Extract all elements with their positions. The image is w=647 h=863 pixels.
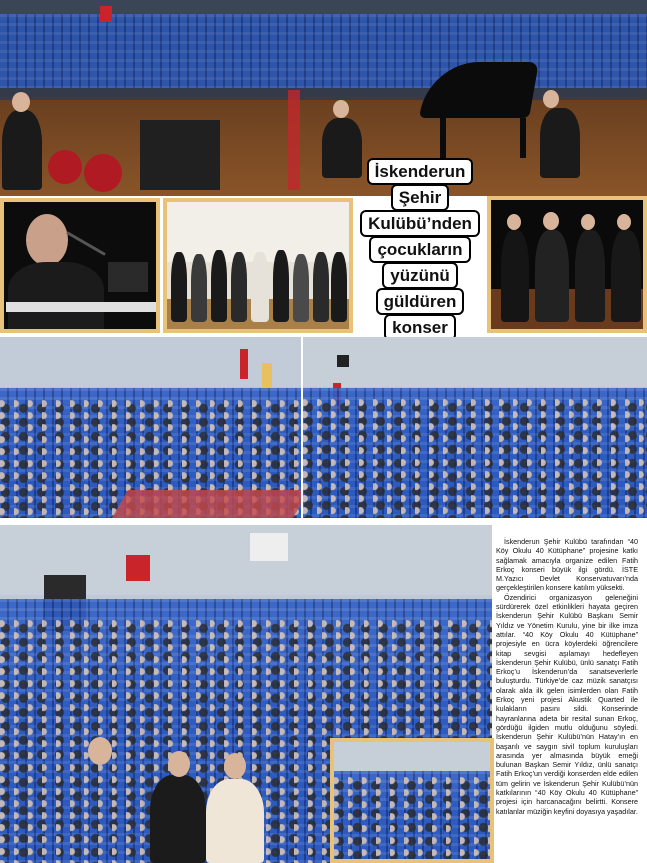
headline-line-1: İskenderun — [369, 160, 472, 183]
group-photo — [163, 198, 353, 333]
audience-right-photo — [303, 337, 647, 518]
audience-left-photo — [0, 337, 301, 518]
headline — [357, 160, 483, 360]
performers-bow-photo — [487, 196, 647, 333]
headline-line-4: çocukların — [371, 238, 468, 261]
headline-line-5: yüzünü — [384, 264, 456, 287]
stage-concert-photo — [0, 0, 647, 196]
headline-line-7: konser — [386, 316, 454, 339]
headline-line-2: Şehir — [393, 186, 448, 209]
audience-inset-photo — [330, 738, 494, 863]
article-paragraph-1: İskenderun Şehir Kulübü tarafından “40 Köy Okulu 40 Kütüphane” projesine katkı sağlamak amacıyla organize edilen Fatih Erkoç konseri büyük ilgi gördü. İSTE M.Yazıcı Devlet Konservatuvarı’nda gerçekleştirilen konsere katılım yüksekti. — [496, 537, 638, 593]
headline-line-6: güldüren — [378, 290, 463, 313]
pianist-singer-photo — [0, 198, 160, 333]
article-paragraph-2: Özendirici organizasyon geleneğini sürdürerek özel etkinlikleri hayata geçiren İskenderun Şehir Kulübü Başkanı Semir Yıldız ve Yönetim Kurulu, yine bir ilke imza attılar. “40 Köy Okulu 40 Kütüphane” projesiyle en ücra köylerdeki öğrencilere kitap sevgisi aşılamayı hedefleyen İskenderun Şehir Kulübü, ünlü sanatçı Fatih Erkoç’u İskenderun’da sanatseverlerle buluşturdu. Türkiye’de caz müzik sanatçısı olarak akla ilk gelen isimlerden olan Fatih Erkoç yeni projesi Akustik Quarted ile kulakların pasını sildi. Konserinde hayranlarına adeta bir resital sunan Erkoç, gördüğü ilgiden mutlu olduğunu söyledi. İskenderun Şehir Kulübü’nün Hatay’ın en başarılı ve saygın sivil toplum kuruluşları arasında yer almasında büyük emeği bulunan Başkan Semir Yıldız, ünlü sanatçı Fatih Erkoç’un verdiği konserden elde edilen tüm gelirin ve İskenderun Şehir Kulübü’nün katkılarının “40 Köy Okulu 40 Kütüphane” projesi için harcanacağını belirtti. Konsere katılanlar müziğin keyfini doyasıya yaşadılar. — [496, 592, 638, 816]
headline-line-3: Kulübü’nden — [362, 212, 478, 235]
article-text — [496, 537, 638, 859]
